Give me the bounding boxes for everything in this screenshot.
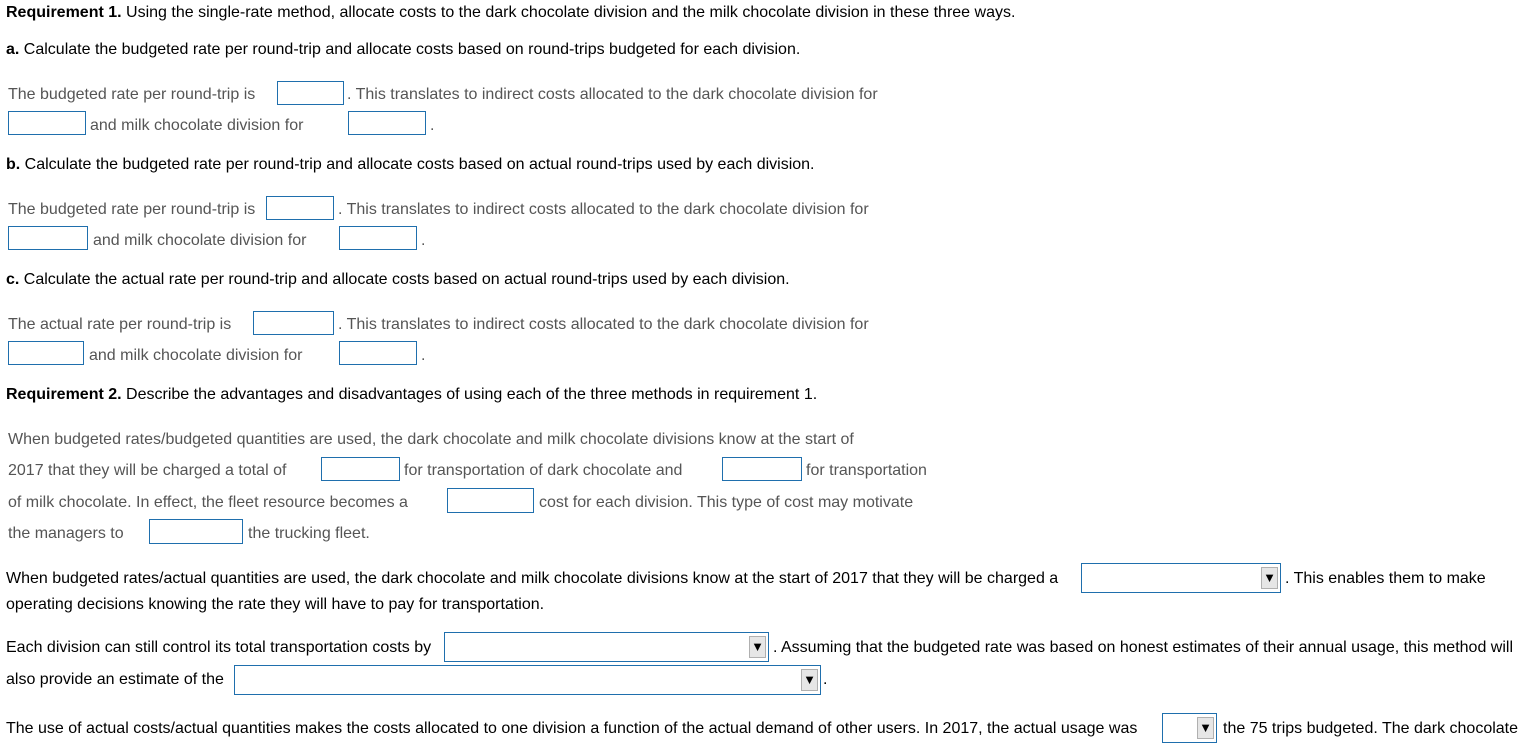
chevron-down-icon: ▼ (749, 636, 766, 658)
part-b-rate-input[interactable] (266, 196, 334, 220)
part-c-dark-chocolate-input[interactable] (8, 341, 84, 365)
part-b-dark-chocolate-input[interactable] (8, 226, 88, 250)
part-c-milk-chocolate-input[interactable] (339, 341, 417, 365)
para3-line1-start: Each division can still control its total transportation costs by (6, 639, 432, 656)
para1-line2-mid: for transportation of dark chocolate and (404, 462, 683, 479)
para1-line2-end: for transportation (806, 462, 927, 479)
para1-dark-total-input[interactable] (321, 457, 400, 481)
part-a-rate-prompt: The budgeted rate per round-trip is (8, 86, 256, 103)
part-b-milk-chocolate-input[interactable] (339, 226, 417, 250)
para4-line1-end: the 75 trips budgeted. The dark chocolate (1223, 720, 1519, 737)
chevron-down-icon: ▼ (801, 669, 818, 691)
para2-line2: operating decisions knowing the rate they will have to pay for transportation. (6, 596, 545, 613)
part-a-heading (6, 41, 800, 59)
part-c-heading (6, 271, 790, 289)
para1-milk-total-input[interactable] (722, 457, 802, 481)
part-a-label: a. (6, 41, 20, 58)
para3-line1-end: . Assuming that the budgeted rate was based on honest estimates of their annual usage, this method will (773, 639, 1514, 656)
part-c-label: c. (6, 271, 20, 288)
part-a-rate-suffix: . This translates to indirect costs allocated to the dark chocolate division for (347, 86, 878, 103)
part-b-rate-prompt: The budgeted rate per round-trip is (8, 201, 256, 218)
chevron-down-icon: ▼ (1261, 567, 1278, 589)
para4-line1-start: The use of actual costs/actual quantities makes the costs allocated to one division a function of the actual demand of other users. In 2017, the actual usage was (6, 720, 1138, 737)
para1-managers-action-input[interactable] (149, 519, 243, 544)
para1-line1: When budgeted rates/budgeted quantities are used, the dark chocolate and milk chocolate divisions know at the start of (8, 431, 854, 448)
part-c-rate-suffix: . This translates to indirect costs allocated to the dark chocolate division for (338, 316, 869, 333)
part-b-milk-label: and milk chocolate division for (93, 232, 307, 249)
para3-line2-end: . (823, 671, 828, 688)
para2-line1-start: When budgeted rates/actual quantities are used, the dark chocolate and milk chocolate divisions know at the start of 2017 that they will be charged a (6, 570, 1059, 587)
para4-usage-dropdown[interactable] (1162, 713, 1217, 743)
para3-estimate-dropdown[interactable] (234, 665, 821, 695)
part-a-text: Calculate the budgeted rate per round-trip and allocate costs based on round-trips budgeted for each division. (23, 41, 801, 58)
requirement-2-heading (6, 386, 817, 404)
para1-cost-type-input[interactable] (447, 488, 534, 513)
part-b-period: . (421, 232, 426, 249)
part-a-dark-chocolate-input[interactable] (8, 111, 86, 135)
requirement-2-label: Requirement 2. (6, 386, 122, 403)
part-b-heading (6, 156, 815, 174)
requirement-2-text: Describe the advantages and disadvantages of using each of the three methods in requirement 1. (126, 386, 818, 403)
part-b-label: b. (6, 156, 21, 173)
requirement-1-label: Requirement 1. (6, 4, 122, 21)
para3-control-dropdown[interactable] (444, 632, 769, 662)
part-c-period: . (421, 347, 426, 364)
para3-line2-start: also provide an estimate of the (6, 671, 224, 688)
part-a-milk-chocolate-input[interactable] (348, 111, 426, 135)
part-a-milk-label: and milk chocolate division for (90, 117, 304, 134)
para1-line2-start: 2017 that they will be charged a total of (8, 462, 287, 479)
chevron-down-icon: ▼ (1197, 717, 1214, 739)
requirement-1-heading (6, 4, 1015, 22)
part-c-rate-prompt: The actual rate per round-trip is (8, 316, 232, 333)
para1-line4-start: the managers to (8, 525, 124, 542)
para2-rate-dropdown[interactable] (1081, 563, 1281, 593)
para1-line3-end: cost for each division. This type of cost may motivate (539, 494, 914, 511)
requirement-1-text: Using the single-rate method, allocate costs to the dark chocolate division and the milk chocolate division in these three ways. (126, 4, 1016, 21)
part-b-rate-suffix: . This translates to indirect costs allocated to the dark chocolate division for (338, 201, 869, 218)
part-a-rate-input[interactable] (277, 81, 344, 105)
para1-line4-end: the trucking fleet. (248, 525, 370, 542)
part-c-rate-input[interactable] (253, 311, 334, 335)
part-a-period: . (430, 117, 435, 134)
para2-line1-end: . This enables them to make (1285, 570, 1486, 587)
part-b-text: Calculate the budgeted rate per round-trip and allocate costs based on actual round-trips used by each division. (24, 156, 815, 173)
part-c-text: Calculate the actual rate per round-trip and allocate costs based on actual round-trips used by each division. (23, 271, 790, 288)
para1-line3-start: of milk chocolate. In effect, the fleet resource becomes a (8, 494, 408, 511)
part-c-milk-label: and milk chocolate division for (89, 347, 303, 364)
